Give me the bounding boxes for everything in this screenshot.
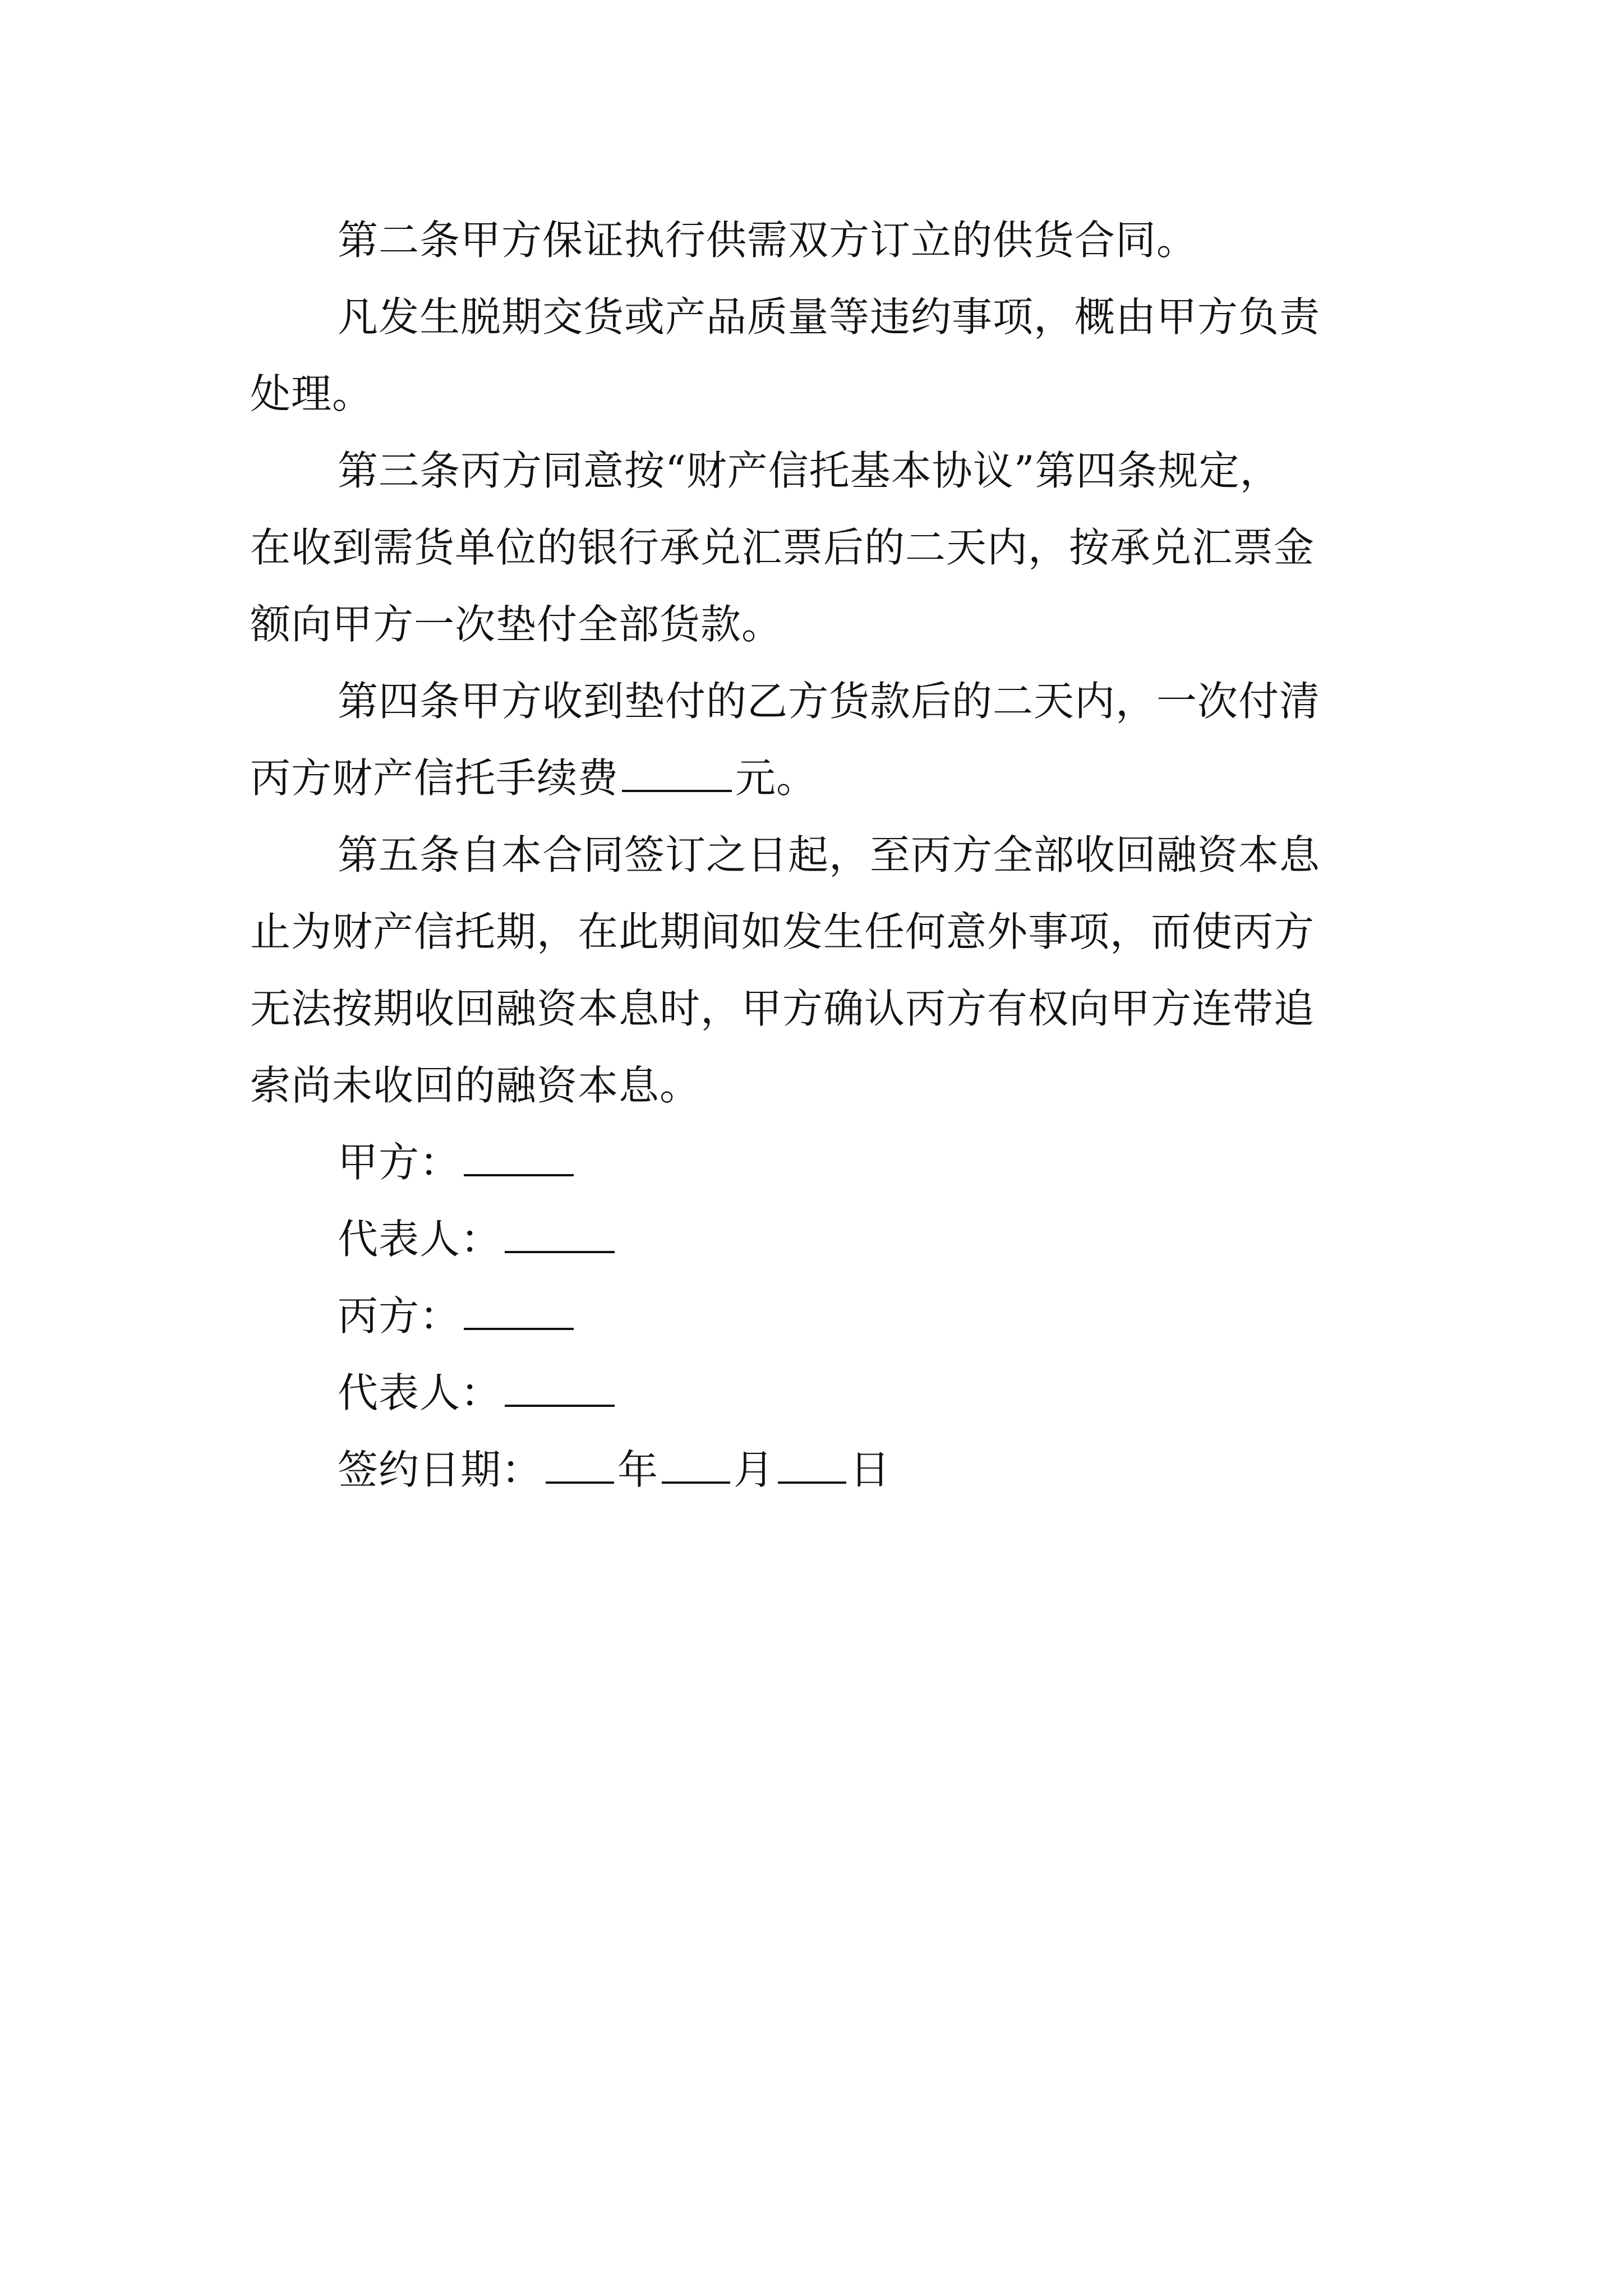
party-a-blank (464, 1139, 574, 1176)
representative-c-blank (505, 1370, 615, 1407)
day-label: 日 (850, 1446, 891, 1493)
representative-a-blank (505, 1216, 615, 1253)
representative-a-line (250, 1201, 1389, 1278)
representative-a-label: 代表人： (338, 1216, 502, 1263)
signing-date-label: 签约日期： (338, 1446, 543, 1493)
article-2-clause-line-2: 处理。 (250, 370, 374, 417)
month-label: 月 (734, 1446, 775, 1493)
article-5-line-1: 第五条自本合同签订之日起，至丙方全部收回融资本息 (338, 831, 1321, 878)
representative-c-line (250, 1355, 1389, 1432)
party-c-line (250, 1278, 1389, 1355)
party-a-line (250, 1124, 1389, 1201)
contract-body (250, 202, 1389, 1508)
article-4-line-2 (250, 740, 1389, 817)
fee-blank (622, 755, 732, 792)
article-2-line: 第二条甲方保证执行供需双方订立的供货合同。 (338, 217, 1198, 264)
article-3-line-3: 额向甲方一次垫付全部货款。 (250, 601, 783, 648)
fee-unit: 元。 (735, 754, 818, 802)
signing-date-line (250, 1432, 1389, 1508)
article-5-line-2: 止为财产信托期，在此期间如发生任何意外事项，而使丙方 (250, 908, 1315, 955)
party-c-label: 丙方： (338, 1292, 461, 1340)
party-a-label: 甲方： (338, 1139, 461, 1186)
year-label: 年 (617, 1446, 659, 1493)
article-3-line-2: 在收到需货单位的银行承兑汇票后的二天内，按承兑汇票金 (250, 524, 1315, 571)
article-3-line-1: 第三条丙方同意按“财产信托基本协议”第四条规定， (338, 447, 1281, 494)
article-5-line-3: 无法按期收回融资本息时，甲方确认丙方有权向甲方连带追 (250, 985, 1315, 1032)
year-blank (546, 1447, 614, 1484)
fee-label: 丙方财产信托手续费 (250, 754, 619, 802)
article-2-clause-line-1: 凡发生脱期交货或产品质量等违约事项，概由甲方负责 (338, 293, 1321, 341)
day-blank (778, 1447, 846, 1484)
article-4-line-1: 第四条甲方收到垫付的乙方货款后的二天内，一次付清 (338, 678, 1321, 725)
party-c-blank (464, 1293, 574, 1330)
representative-c-label: 代表人： (338, 1369, 502, 1416)
month-blank (662, 1447, 730, 1484)
article-5-line-4: 索尚未收回的融资本息。 (250, 1062, 701, 1109)
